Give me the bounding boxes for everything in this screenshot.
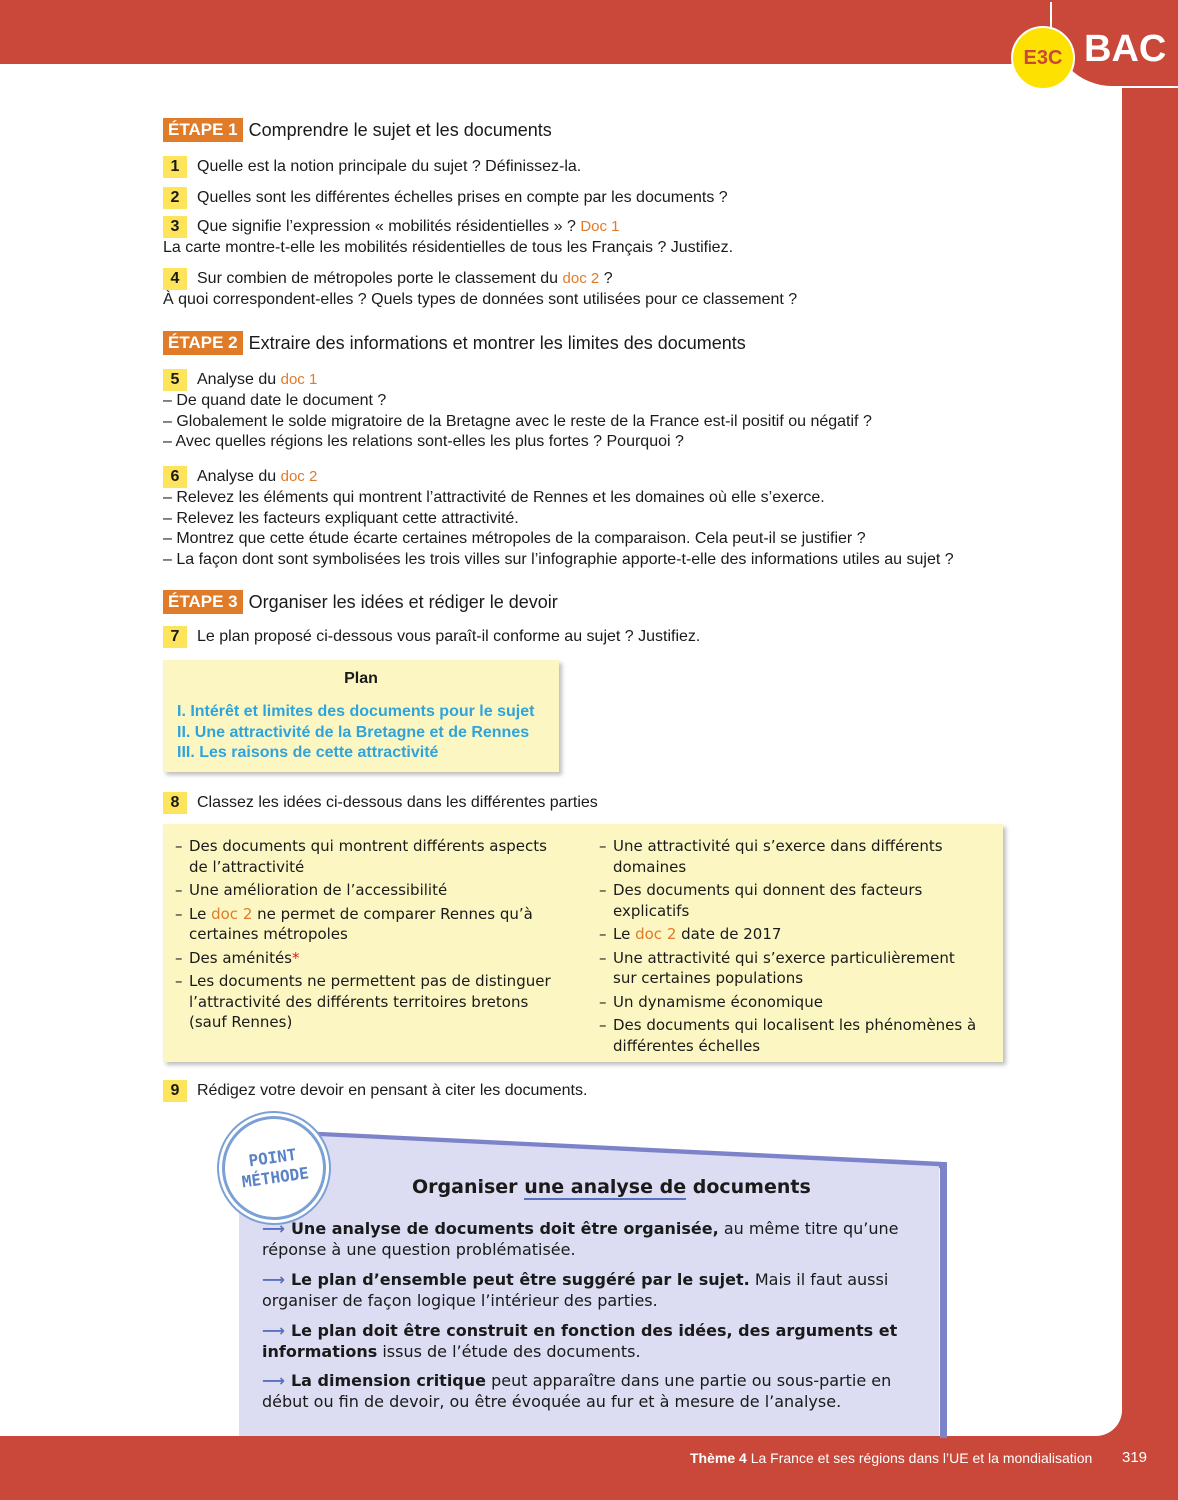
question-number: 4 xyxy=(163,268,187,290)
question-number: 5 xyxy=(163,369,187,391)
question-number: 9 xyxy=(163,1080,187,1102)
step-2-label: ÉTAPE 2 xyxy=(163,331,243,355)
footer-theme-label: Thème 4 xyxy=(690,1450,747,1466)
method-title-part: documents xyxy=(692,1176,811,1198)
plan-item-1: I. Intérêt et limites des documents pour le sujet xyxy=(177,703,535,720)
idea-item: – Un dynamisme économique xyxy=(599,992,989,1013)
question-3 xyxy=(163,216,733,259)
question-number: 6 xyxy=(163,466,187,488)
doc-reference: Doc 1 xyxy=(580,218,620,236)
step-1-title: Comprendre le sujet et les documents xyxy=(248,119,552,140)
method-title-part: Organiser xyxy=(412,1176,518,1198)
method-point-1 xyxy=(262,1218,902,1260)
method-title xyxy=(412,1176,811,1198)
doc-reference: doc 1 xyxy=(280,371,318,389)
idea-text: Le xyxy=(189,904,207,923)
question-text: Rédigez votre devoir en pensant à citer les documents. xyxy=(197,1082,588,1100)
plan-item-2: II. Une attractivité de la Bretagne et de Rennes xyxy=(177,724,530,741)
arrow-icon: ⟶ xyxy=(262,1321,285,1340)
method-point-text: peut apparaître dans une partie ou sous-partie en début ou fin de devoir, ou être évoquée au fur et à mesure de l’analyse. xyxy=(262,1371,892,1411)
question-text: Analyse du xyxy=(197,371,277,389)
step-1-label: ÉTAPE 1 xyxy=(163,118,243,142)
idea-item: – Des documents qui donnent des facteurs explicatifs xyxy=(599,880,943,921)
question-9 xyxy=(163,1080,587,1102)
idea-item xyxy=(175,904,559,945)
question-text-end: ? xyxy=(603,270,613,288)
method-point-bold: Le plan doit être construit en fonction des idées, des arguments et informations xyxy=(262,1321,898,1361)
method-point-2 xyxy=(262,1269,902,1311)
step-2-title: Extraire des informations et montrer les limites des documents xyxy=(248,332,746,353)
question-subline: – De quand date le document ? xyxy=(163,392,387,409)
idea-item: – Les documents ne permettent pas de distinguer l’attractivité des différents territoires bretons (sauf Rennes) xyxy=(175,971,565,1033)
step-3-heading xyxy=(163,590,558,614)
idea-item: – Une attractivité qui s’exerce dans différents domaines xyxy=(599,836,965,877)
question-text: Sur combien de métropoles porte le classement du xyxy=(197,270,559,288)
question-6 xyxy=(163,466,954,570)
step-3-title: Organiser les idées et rédiger le devoir xyxy=(248,591,558,612)
ideas-box xyxy=(163,824,1003,1062)
plan-title: Plan xyxy=(344,670,378,687)
idea-item: – Une amélioration de l’accessibilité xyxy=(175,880,575,901)
question-text: Quelle est la notion principale du sujet ? Définissez-la. xyxy=(197,158,582,176)
method-point-bold: La dimension critique xyxy=(290,1371,486,1390)
question-8 xyxy=(163,792,598,814)
idea-text: Le xyxy=(613,925,631,943)
idea-text: Des aménités xyxy=(189,948,292,967)
step-2-heading xyxy=(163,331,746,355)
method-point-bold: Le plan d’ensemble peut être suggéré par le sujet. xyxy=(290,1270,750,1289)
method-point-text: issus de l’étude des documents. xyxy=(382,1342,641,1361)
arrow-icon: ⟶ xyxy=(262,1219,285,1238)
doc-reference: doc 2 xyxy=(280,468,318,486)
question-text: Le plan proposé ci-dessous vous paraît-il conforme au sujet ? Justifiez. xyxy=(197,628,701,646)
question-2 xyxy=(163,187,728,209)
ideas-left-column xyxy=(175,836,575,1036)
question-4 xyxy=(163,268,797,311)
question-text: Quelles sont les différentes échelles prises en compte par les documents ? xyxy=(197,189,728,207)
question-7 xyxy=(163,626,700,648)
idea-text: date de 2017 xyxy=(681,925,782,943)
doc-reference: doc 2 xyxy=(211,904,253,923)
method-point-bold: Une analyse de documents doit être organisée, xyxy=(290,1219,719,1238)
ideas-right-column xyxy=(599,836,989,1059)
idea-text: ne permet de comparer Rennes qu’à certaines métropoles xyxy=(189,904,533,943)
question-number: 1 xyxy=(163,156,187,178)
idea-item xyxy=(599,924,989,945)
idea-item: – Des documents qui localisent les phénomènes à différentes échelles xyxy=(599,1015,989,1056)
e3c-badge: E3C xyxy=(1011,26,1075,90)
method-point-text: au même titre qu’une réponse à une question problématisée. xyxy=(262,1219,899,1259)
question-text-line: À quoi correspondent-elles ? Quels types de données sont utilisées pour ce classement ? xyxy=(163,291,798,308)
doc-reference: doc 2 xyxy=(562,270,600,288)
plan-box xyxy=(163,660,559,772)
question-subline: – Relevez les éléments qui montrent l’attractivité de Rennes et les domaines où elle s’exerce. xyxy=(163,489,825,506)
question-number: 8 xyxy=(163,792,187,814)
idea-item: – Une attractivité qui s’exerce particulièrement sur certaines populations xyxy=(599,948,973,989)
method-point-4 xyxy=(262,1370,902,1412)
question-subline: – Relevez les facteurs expliquant cette attractivité. xyxy=(163,509,519,527)
question-subline: – Montrez que cette étude écarte certaines métropoles de la comparaison. Cela peut-il se justifier ? xyxy=(163,530,866,547)
asterisk: * xyxy=(292,948,300,967)
question-text: Classez les idées ci-dessous dans les différentes parties xyxy=(197,794,598,812)
footer-theme xyxy=(690,1450,1092,1466)
question-1 xyxy=(163,156,581,178)
question-number: 3 xyxy=(163,216,187,238)
stamp-line-1: POINT xyxy=(247,1144,298,1171)
question-number: 2 xyxy=(163,187,187,209)
step-3-label: ÉTAPE 3 xyxy=(163,590,243,614)
method-point-text: Mais il faut aussi organiser de façon logique l’intérieur des parties. xyxy=(262,1270,889,1310)
stamp-line-2: MÉTHODE xyxy=(240,1163,311,1192)
question-text: Que signifie l’expression « mobilités résidentielles » ? xyxy=(197,218,576,236)
plan-item-3: III. Les raisons de cette attractivité xyxy=(177,744,439,761)
question-text: Analyse du xyxy=(197,468,277,486)
arrow-icon: ⟶ xyxy=(262,1270,285,1289)
method-point-3 xyxy=(262,1320,902,1362)
question-text-line: La carte montre-t-elle les mobilités résidentielles de tous les Français ? Justifiez. xyxy=(163,239,734,256)
arrow-icon: ⟶ xyxy=(262,1371,285,1390)
method-title-part: une analyse de xyxy=(524,1176,687,1198)
footer-theme-text: La France et ses régions dans l’UE et la mondialisation xyxy=(750,1450,1093,1466)
bac-label: BAC xyxy=(1084,28,1167,70)
idea-item: – Des documents qui montrent différents aspects de l’attractivité xyxy=(175,836,559,877)
idea-item xyxy=(175,948,575,969)
doc-reference: doc 2 xyxy=(635,925,677,943)
question-5 xyxy=(163,369,872,453)
page-number: 319 xyxy=(1122,1449,1148,1466)
question-subline: – Avec quelles régions les relations sont-elles les plus fortes ? Pourquoi ? xyxy=(163,433,684,450)
step-1-heading xyxy=(163,118,552,142)
question-number: 7 xyxy=(163,626,187,648)
question-subline: – La façon dont sont symbolisées les trois villes sur l’infographie apporte-t-elle des informations utiles au sujet ? xyxy=(163,550,954,568)
question-subline: – Globalement le solde migratoire de la Bretagne avec le reste de la France est-il positif ou négatif ? xyxy=(163,412,872,430)
